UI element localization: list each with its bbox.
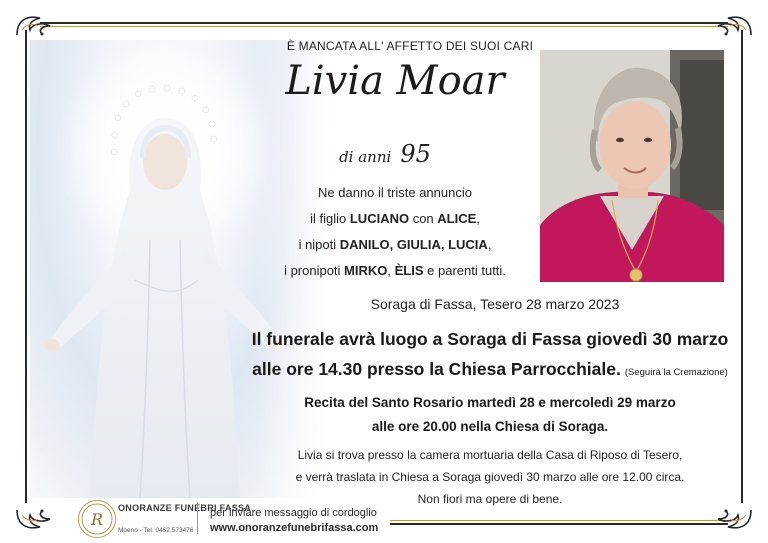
funeral-info <box>240 324 740 388</box>
frame-left-line <box>25 30 27 503</box>
grandchildren-names: DANILO, GIULIA, LUCIA <box>339 237 488 252</box>
cremation-note: (Seguirà la Cremazione) <box>624 367 728 378</box>
svg-text:R: R <box>90 510 104 529</box>
funeral-line-2-text: alle ore 14.30 presso la Chiesa Parrocchiale. <box>252 359 621 379</box>
place-and-date: Soraga di Fassa, Tesero 28 marzo 2023 <box>370 296 620 312</box>
portrait-icon <box>540 50 724 282</box>
son-line <box>250 206 540 232</box>
rosary-line-1: Recita del Santo Rosario martedì 28 e mercoledì 29 marzo <box>304 395 676 410</box>
son-partner-name: ALICE <box>437 211 477 226</box>
intro-text: È MANCATA ALL' AFFETTO DEI SUOI CARI <box>286 39 534 53</box>
mortuary-line-2: e verrà traslata in Chiesa a Soraga giovedì 30 marzo alle ore 12.00 circa. <box>295 470 685 484</box>
deceased-age <box>300 140 470 168</box>
website-link[interactable]: www.onoranzefunebrifassa.com <box>210 522 379 534</box>
frame-top-gold-line <box>40 26 728 27</box>
corner-ornament-icon <box>12 10 72 40</box>
son-name: LUCIANO <box>349 211 410 226</box>
corner-ornament-icon <box>696 10 756 40</box>
deceased-photo <box>540 50 724 282</box>
son-end: , <box>476 211 480 226</box>
great-sep: , <box>387 263 395 278</box>
funeral-home-logo-icon <box>78 500 116 538</box>
frame-bottom-gold-line <box>390 520 728 521</box>
great-end: e parenti tutti. <box>423 263 506 278</box>
frame-right-line <box>741 30 743 503</box>
flowers-note: Non fiori ma opere di bene. <box>417 492 563 506</box>
great-prefix: i pronipoti <box>284 263 345 278</box>
mortuary-line-1: Livia si trova presso la camera mortuaria della Casa di Riposo di Tesero, <box>297 448 683 462</box>
frame-bottom-line <box>390 523 728 525</box>
frame-top-line <box>40 22 728 24</box>
age-number: 95 <box>400 140 431 168</box>
rosary-line-2: alle ore 20.00 nella Chiesa di Soraga. <box>371 419 609 434</box>
funeral-line-2 <box>240 354 740 388</box>
mortuary-info <box>260 444 720 488</box>
son-prefix: il figlio <box>310 211 350 226</box>
funeral-home-contact: Moeno - Tel. 0462.573476 <box>118 527 194 534</box>
deceased-name: Livia Moar <box>285 58 505 104</box>
relatives-announcement <box>250 180 540 284</box>
age-label: di anni <box>339 148 392 166</box>
condolences-text: per inviare messaggio di cordoglio <box>210 507 377 519</box>
announcement-line: Ne danno il triste annuncio <box>318 185 472 200</box>
rosary-info <box>270 391 710 439</box>
grandchildren-end: , <box>487 237 492 252</box>
great-grandchild-name: MIRKO <box>344 263 388 278</box>
funeral-home-name: ONORANZE FUNEBRI FASSA <box>118 503 252 513</box>
son-with: con <box>409 211 438 226</box>
funeral-line-1: Il funerale avrà luogo a Soraga di Fassa giovedì 30 marzo <box>251 329 729 349</box>
corner-ornament-icon <box>696 505 756 535</box>
great-grandchildren-line <box>250 258 540 284</box>
footer-divider <box>197 502 198 534</box>
grandchildren-line <box>250 232 540 258</box>
great-grandchild-name: ÈLIS <box>394 263 424 278</box>
corner-ornament-icon <box>12 505 72 535</box>
grandchildren-prefix: i nipoti <box>298 237 340 252</box>
